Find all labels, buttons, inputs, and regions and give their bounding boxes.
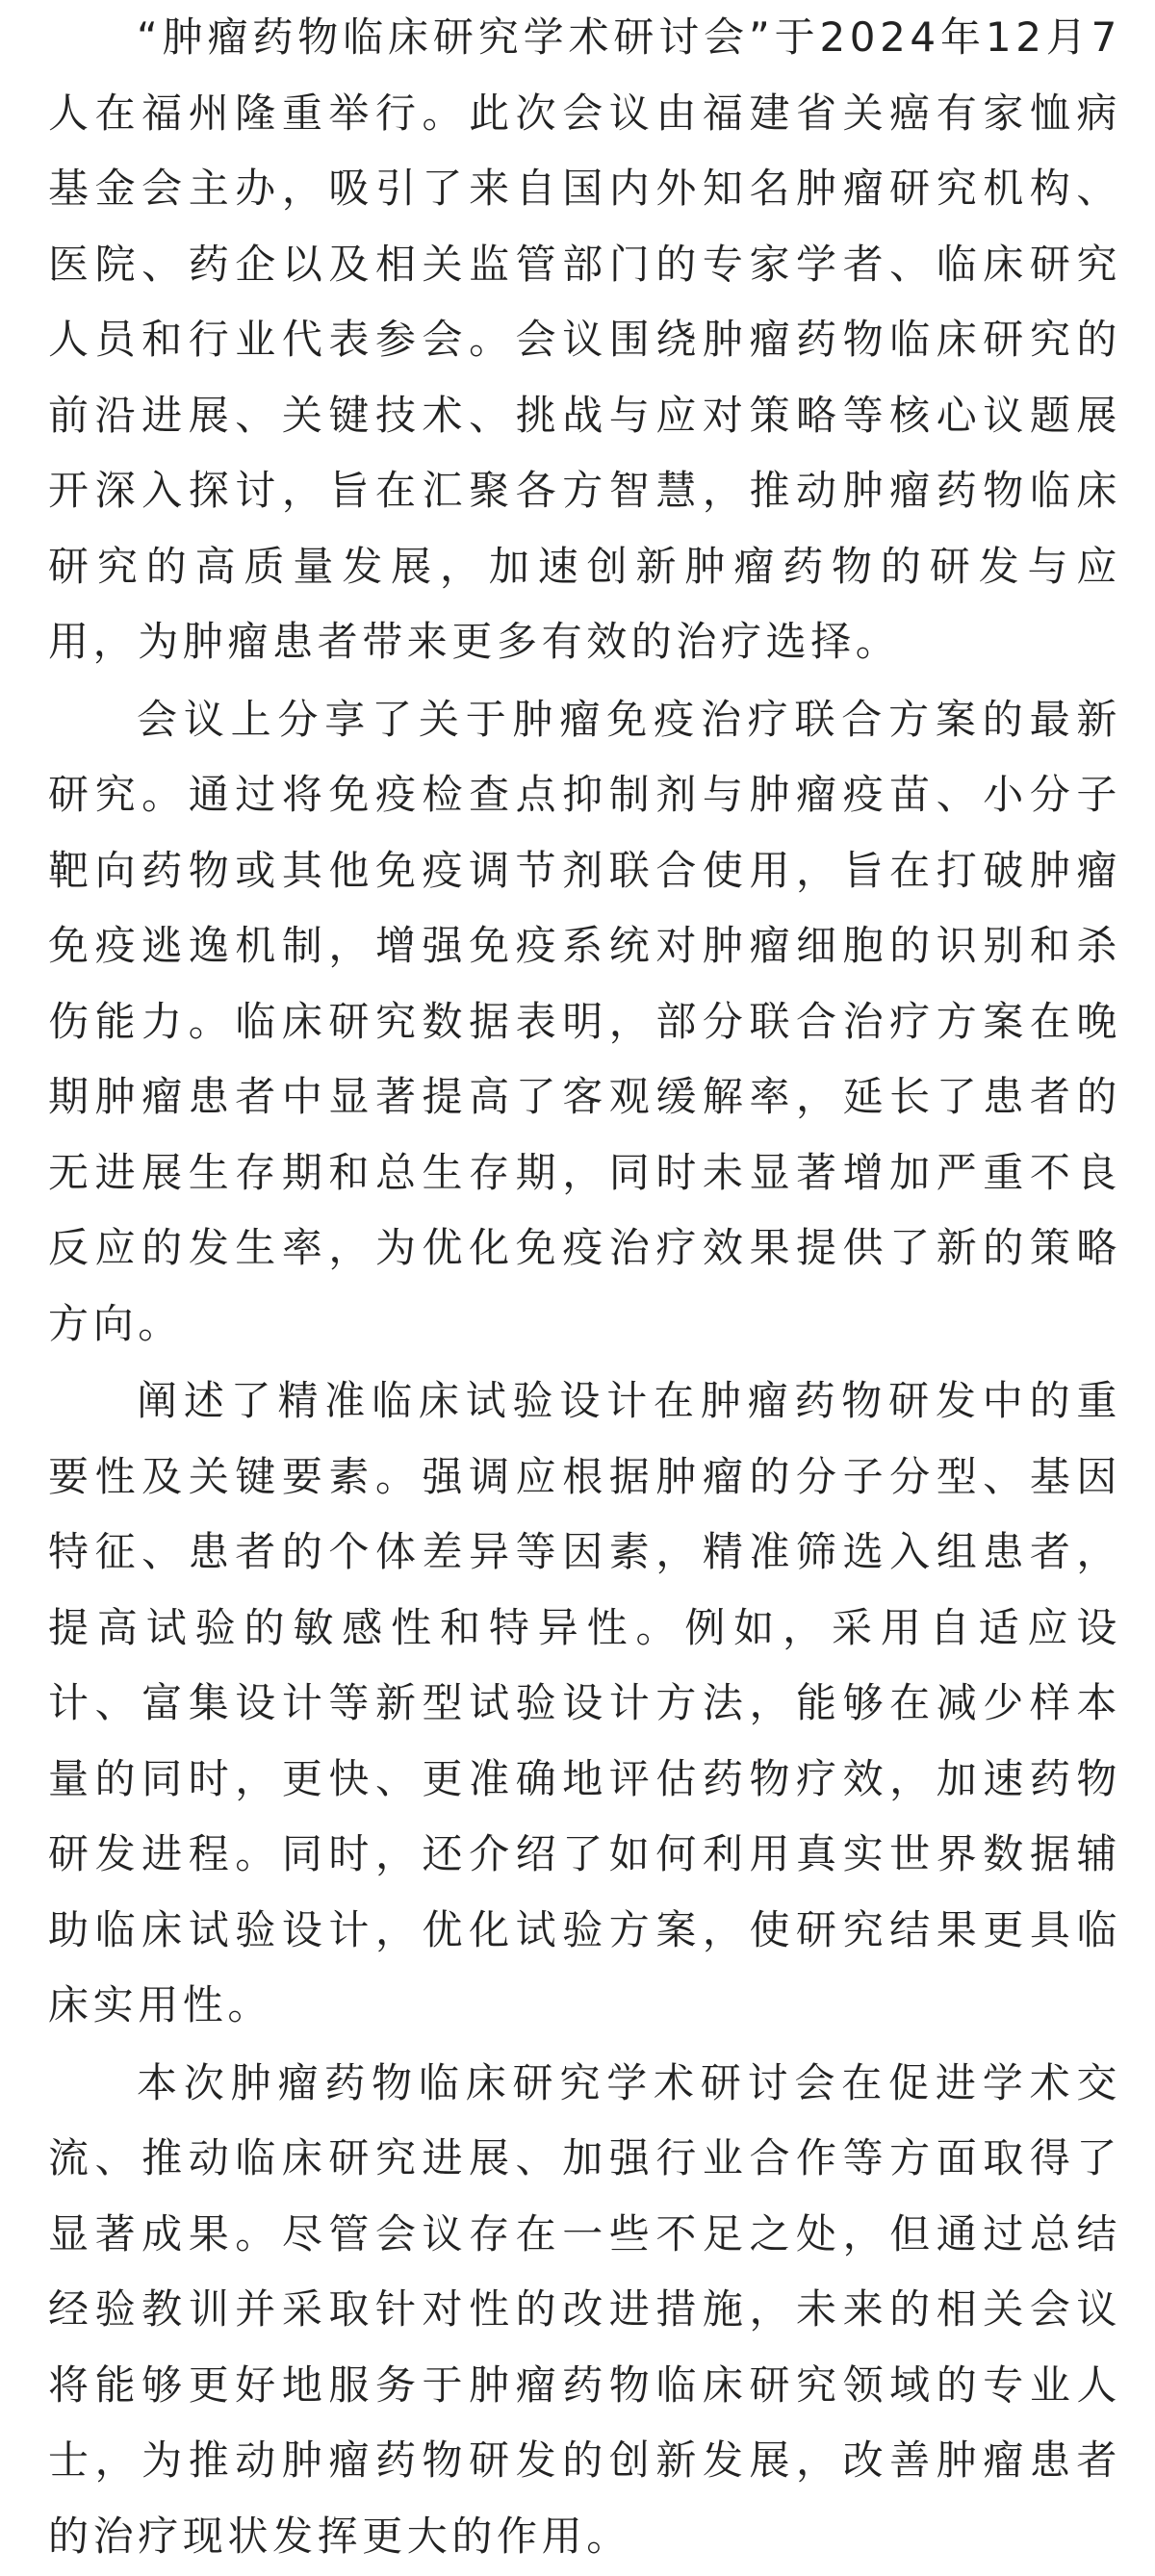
article-body [48, 0, 1121, 2576]
paragraph-trial-design: 阐述了精准临床试验设计在肿瘤药物研发中的重要性及关键要素。强调应根据肿瘤的分子分型、基因特征、患者的个体差异等因素，精准筛选入组患者，提高试验的敏感性和特异性。例如，采用自适应设计、富集设计等新型试验设计方法，能够在减少样本量的同时，更快、更准确地评估药物疗效，加速药物研发进程。同时，还介绍了如何利用真实世界数据辅助临床试验设计，优化试验方案，使研究结果更具临床实用性。 [48, 1377, 1121, 2028]
paragraph-conference-intro: “肿瘤药物临床研究学术研讨会”于2024年12月7人在福州隆重举行。此次会议由福建省关癌有家恤病基金会主办，吸引了来自国内外知名肿瘤研究机构、医院、药企以及相关监管部门的专家学者、临床研究人员和行业代表参会。会议围绕肿瘤药物临床研究的前沿进展、关键技术、挑战与应对策略等核心议题展开深入探讨，旨在汇聚各方智慧，推动肿瘤药物临床研究的高质量发展，加速创新肿瘤药物的研发与应用，为肿瘤患者带来更多有效的治疗选择。 [48, 13, 1121, 665]
paragraph-immunotherapy: 会议上分享了关于肿瘤免疫治疗联合方案的最新研究。通过将免疫检查点抑制剂与肿瘤疫苗、小分子靶向药物或其他免疫调节剂联合使用，旨在打破肿瘤免疫逃逸机制，增强免疫系统对肿瘤细胞的识别和杀伤能力。临床研究数据表明，部分联合治疗方案在晚期肿瘤患者中显著提高了客观缓解率，延长了患者的无进展生存期和总生存期，同时未显著增加严重不良反应的发生率，为优化免疫治疗效果提供了新的策略方向。 [48, 695, 1121, 1347]
paragraph-conclusion: 本次肿瘤药物临床研究学术研讨会在促进学术交流、推动临床研究进展、加强行业合作等方面取得了显著成果。尽管会议存在一些不足之处，但通过总结经验教训并采取针对性的改进措施，未来的相关会议将能够更好地服务于肿瘤药物临床研究领域的专业人士，为推动肿瘤药物研发的创新发展，改善肿瘤患者的治疗现状发挥更大的作用。 [48, 2058, 1121, 2560]
